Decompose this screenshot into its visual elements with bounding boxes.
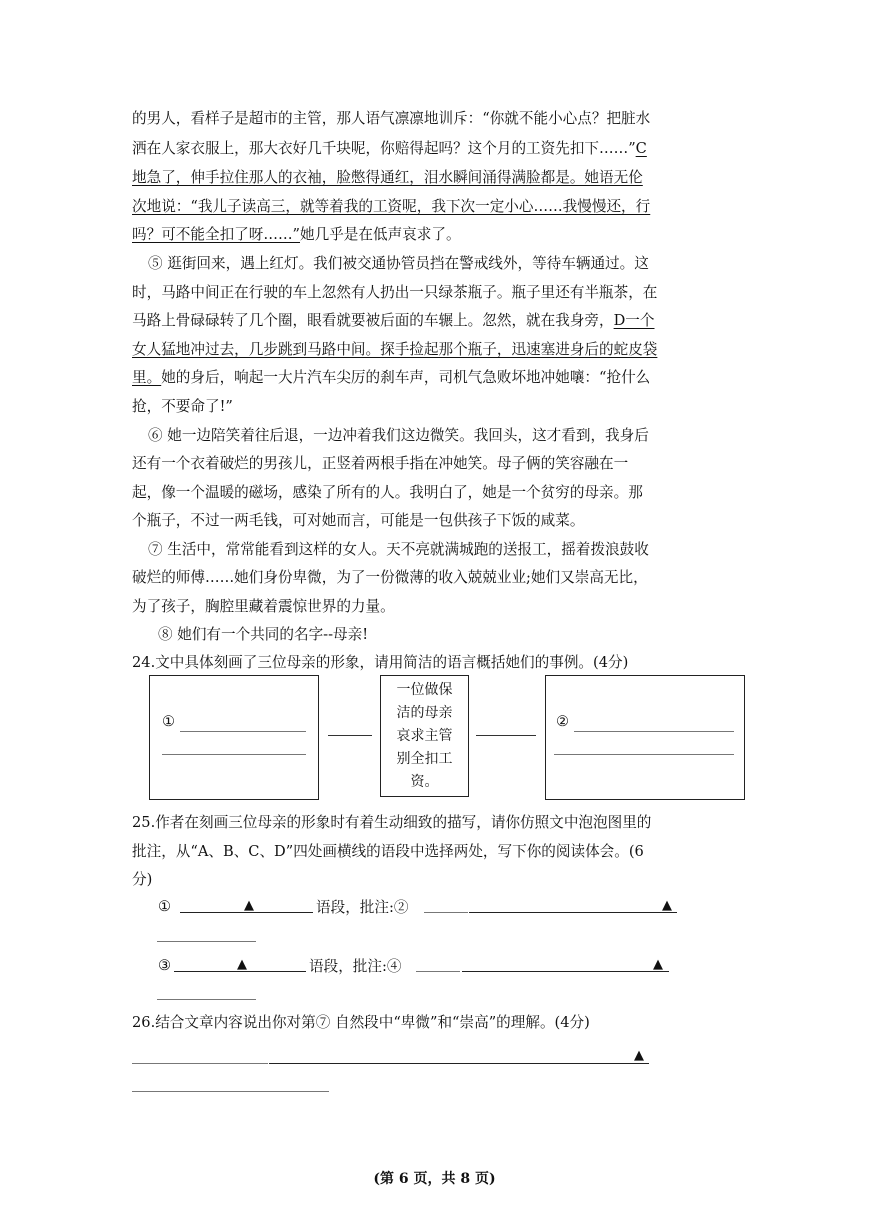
paragraph-6-line: 起，像一个温暖的磁场，感染了所有的人。我明白了，她是一个贫穷的母亲。那: [132, 484, 643, 501]
answer-number-2: ②: [556, 713, 570, 730]
answer-line[interactable]: [554, 754, 734, 755]
answer-number-1: ①: [162, 713, 176, 730]
paragraph-5-line: 时，马路中间正在行驶的车上忽然有人扔出一只绿茶瓶子。瓶子里还有半瓶茶，在: [132, 284, 658, 301]
example-text: 一位做保: [396, 682, 453, 698]
paragraph-6-line: ⑥ 她一边陪笑着往后退，一边冲着我们这边微笑。我回头，这才看到，我身后: [148, 427, 649, 444]
connector-line: [328, 735, 372, 736]
answer-number: ①: [158, 898, 172, 915]
answer-line[interactable]: [162, 754, 306, 755]
underlined-marker-d: D一个: [613, 312, 655, 329]
paragraph-5-line: [132, 311, 655, 331]
question-24: 24.文中具体刻画了三位母亲的形象，请用简洁的语言概括她们的事例。(4分): [132, 654, 629, 671]
passage-line: [132, 139, 647, 159]
paragraph-6-line: 个瓶子，不过一两毛钱，可对她而言，可能是一包供孩子下饭的咸菜。: [132, 512, 585, 529]
answer-blank[interactable]: [157, 999, 256, 1000]
passage-text: 她的身后，响起一大片汽车尖厉的刹车声，司机气急败坏地冲她嚷：“抢什么: [161, 369, 651, 386]
passage-text: 马路上骨碌碌转了几个圈，眼看就要被后面的车辗上。忽然，就在我身旁，: [132, 312, 614, 329]
answer-blank[interactable]: [462, 971, 669, 972]
triangle-marker: ▲: [634, 1048, 644, 1063]
answer-label: 语段，批注:④: [309, 958, 402, 975]
answer-line[interactable]: [180, 731, 306, 732]
paragraph-5-line: [132, 368, 650, 388]
answer-blank[interactable]: [416, 971, 460, 972]
answer-blank[interactable]: [269, 1063, 649, 1064]
triangle-marker: ▲: [653, 957, 663, 972]
example-box: [380, 675, 469, 797]
paragraph-8-line: ⑧ 她们有一个共同的名字--母亲!: [158, 626, 369, 643]
underlined-marker-c: C: [635, 140, 647, 157]
answer-blank[interactable]: [132, 1063, 268, 1064]
answer-blank[interactable]: [469, 912, 677, 913]
connector-line: [476, 735, 536, 736]
passage-line: 的男人，看样子是超市的主管，那人语气凛凛地训斥：“你就不能小心点？把脏水: [132, 110, 651, 127]
paragraph-7-line: 为了孩子，胸腔里藏着震惊世界的力量。: [132, 598, 395, 615]
answer-box-2[interactable]: [545, 675, 745, 800]
underlined-passage-c: 次地说：“我儿子读高三，就等着我的工资呢，我下次一定小心……我慢慢还，行: [132, 198, 651, 215]
question-25: 批注，从“A、B、C、D”四处画横线的语段中选择两处，写下你的阅读体会。(6: [132, 843, 644, 860]
triangle-marker: ▲: [237, 957, 247, 972]
question-25: 25.作者在刻画三位母亲的形象时有着生动细致的描写，请你仿照文中泡泡图里的: [132, 814, 652, 831]
answer-blank[interactable]: [132, 1091, 329, 1092]
example-text: 别全扣工: [396, 751, 453, 767]
question-25: 分): [132, 871, 153, 888]
paragraph-5-line: ⑤ 逛街回来，遇上红灯。我们被交通协管员挡在警戒线外，等待车辆通过。这: [148, 255, 649, 272]
triangle-marker: ▲: [662, 898, 672, 913]
page-number-footer: (第 6 页，共 8 页): [373, 1171, 496, 1187]
passage-text: 她几乎是在低声哀求了。: [300, 226, 461, 243]
underlined-passage-d: 里。: [132, 369, 162, 386]
example-text: 哀求主管: [396, 728, 453, 744]
question-26: 26.结合文章内容说出你对第⑦ 自然段中“卑微”和“崇高”的理解。(4分): [132, 1014, 590, 1031]
answer-blank[interactable]: [424, 912, 468, 913]
underlined-passage-c: 吗？可不能全扣了呀……”: [132, 226, 300, 243]
example-text: 资。: [410, 774, 439, 790]
triangle-marker: ▲: [244, 898, 254, 913]
paragraph-5-line: 抢，不要命了!”: [132, 398, 233, 415]
paragraph-7-line: 破烂的师傅……她们身份卑微，为了一份微薄的收入兢兢业业;她们又崇高无比，: [132, 569, 648, 586]
paragraph-6-line: 还有一个衣着破烂的男孩儿，正竖着两根手指在冲她笑。母子俩的笑容融在一: [132, 455, 629, 472]
example-text: 洁的母亲: [396, 705, 453, 721]
answer-box-1[interactable]: [149, 675, 319, 800]
answer-line[interactable]: [574, 731, 734, 732]
passage-line: [132, 225, 461, 245]
answer-number: ③: [158, 957, 172, 974]
answer-label: 语段，批注:②: [316, 899, 409, 916]
paragraph-7-line: ⑦ 生活中，常常能看到这样的女人。天不亮就满城跑的送报工，摇着拨浪鼓收: [148, 541, 649, 558]
answer-blank[interactable]: [157, 941, 256, 942]
underlined-passage-c: 地急了，伸手拉住那人的衣袖，脸憋得通红，泪水瞬间涌得满脸都是。她语无伦: [132, 169, 643, 186]
underlined-passage-d: 女人猛地冲过去，几步跳到马路中间。探手捡起那个瓶子，迅速塞进身后的蛇皮袋: [132, 341, 658, 358]
passage-text: 洒在人家衣服上，那大衣好几千块呢，你赔得起吗？这个月的工资先扣下……”: [132, 140, 636, 157]
